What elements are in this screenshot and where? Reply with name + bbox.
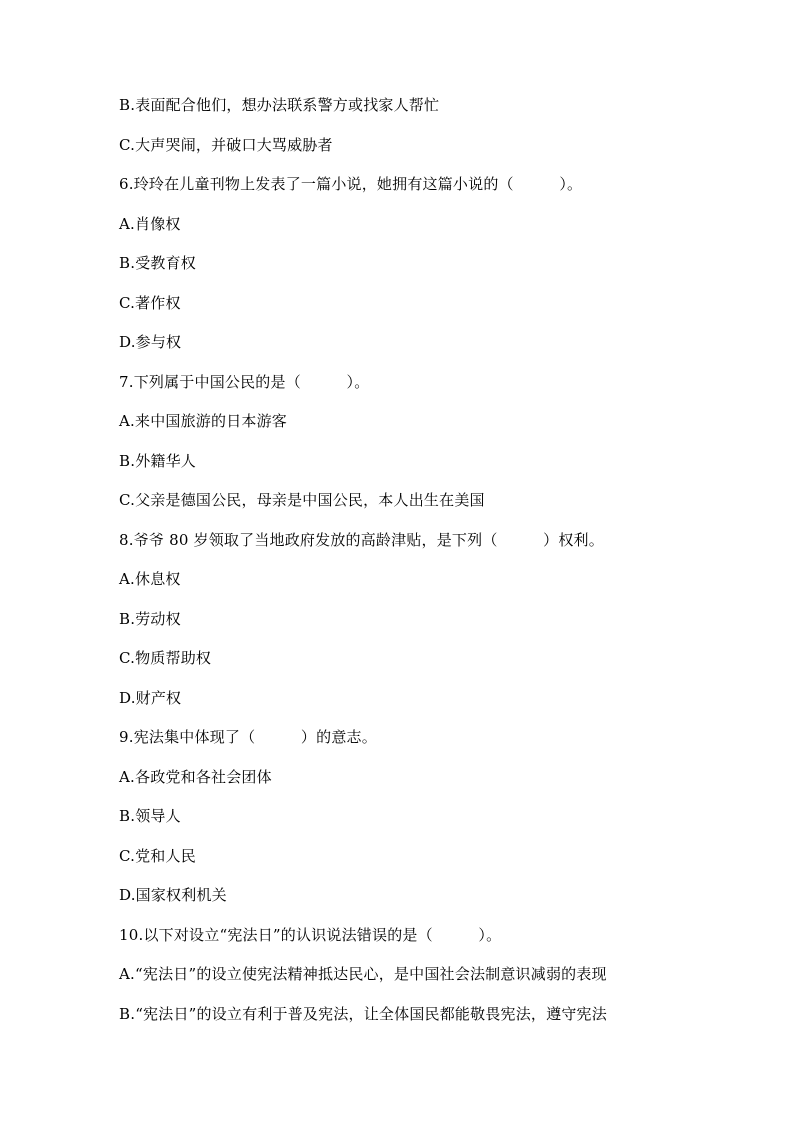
q7-option-c: C.父亲是德国公民，母亲是中国公民，本人出生在美国 — [119, 491, 485, 509]
q10-option-b: B.“宪法日”的设立有利于普及宪法，让全体国民都能敬畏宪法，遵守宪法 — [119, 1005, 607, 1023]
question-9: 9.宪法集中体现了（ ）的意志。 — [119, 728, 377, 746]
q8-option-c: C.物质帮助权 — [119, 649, 212, 667]
question-7: 7.下列属于中国公民的是（ ）。 — [119, 373, 370, 391]
question-8: 8.爷爷 80 岁领取了当地政府发放的高龄津贴，是下列（ ）权利。 — [119, 531, 604, 549]
q9-option-d: D.国家权利机关 — [119, 886, 227, 904]
q7-option-a: A.来中国旅游的日本游客 — [119, 412, 288, 430]
q8-option-b: B.劳动权 — [119, 610, 181, 628]
q6-option-c: C.著作权 — [119, 294, 181, 312]
q6-option-d: D.参与权 — [119, 333, 182, 351]
question-6: 6.玲玲在儿童刊物上发表了一篇小说，她拥有这篇小说的（ ）。 — [119, 175, 583, 193]
q6-option-a: A.肖像权 — [119, 215, 181, 233]
q7-option-b: B.外籍华人 — [119, 452, 196, 470]
q6-option-b: B.受教育权 — [119, 254, 196, 272]
q10-option-a: A.“宪法日”的设立使宪法精神抵达民心，是中国社会法制意识减弱的表现 — [119, 965, 607, 983]
q5-option-c: C.大声哭闹，并破口大骂威胁者 — [119, 136, 333, 154]
q9-option-c: C.党和人民 — [119, 847, 196, 865]
q9-option-b: B.领导人 — [119, 807, 181, 825]
q9-option-a: A.各政党和各社会团体 — [119, 768, 272, 786]
q8-option-a: A.休息权 — [119, 570, 181, 588]
q8-option-d: D.财产权 — [119, 689, 182, 707]
q5-option-b: B.表面配合他们，想办法联系警方或找家人帮忙 — [119, 96, 440, 114]
question-10: 10.以下对设立“宪法日”的认识说法错误的是（ ）。 — [119, 926, 502, 944]
